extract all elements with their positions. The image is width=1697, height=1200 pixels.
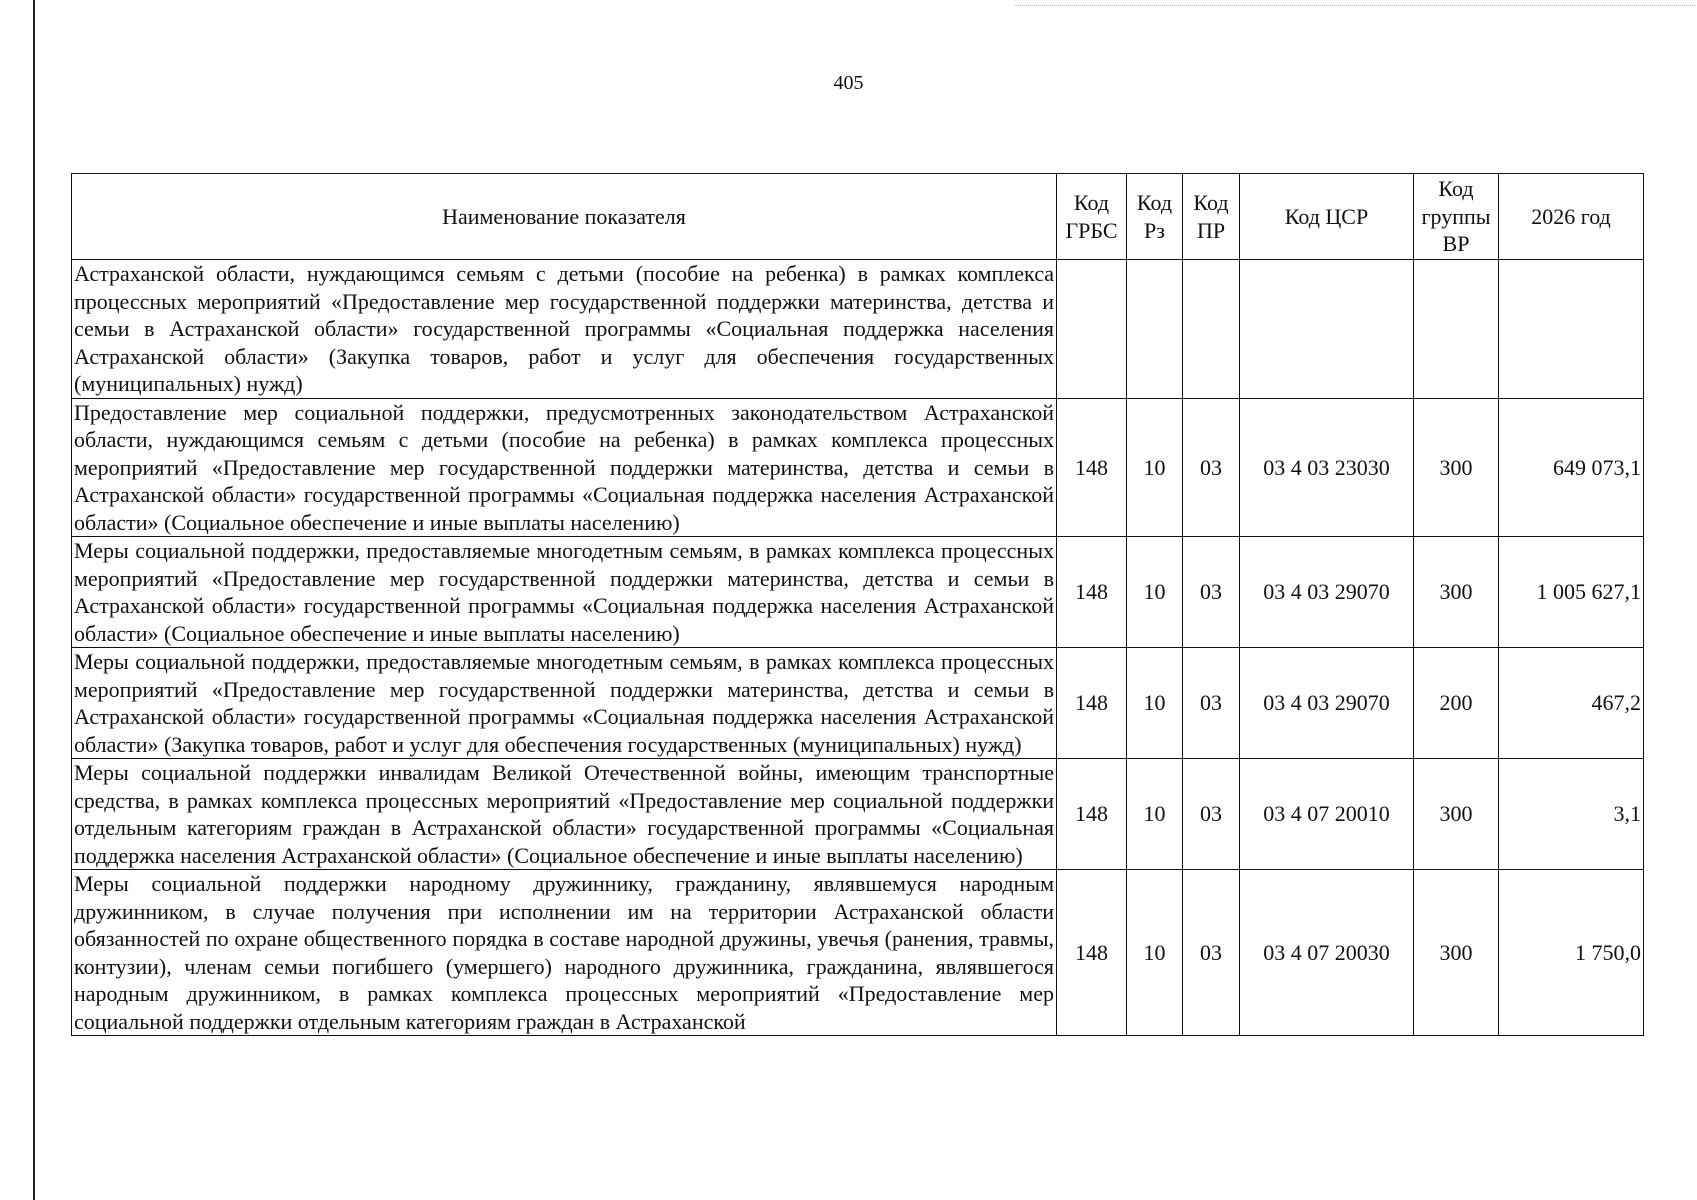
row-rz: 10 [1127, 648, 1183, 759]
row-amount: 467,2 [1499, 648, 1644, 759]
row-rz: 10 [1127, 870, 1183, 1036]
budget-table [71, 173, 1644, 1036]
table-row [72, 398, 1644, 537]
header-csr: Код ЦСР [1240, 174, 1414, 260]
row-pr: 03 [1183, 537, 1240, 648]
row-amount: 1 750,0 [1499, 870, 1644, 1036]
table-row [72, 537, 1644, 648]
row-csr: 03 4 03 23030 [1240, 398, 1414, 537]
header-rz: Код Рз [1127, 174, 1183, 260]
row-vr: 300 [1414, 537, 1499, 648]
row-rz [1127, 260, 1183, 399]
header-vr: Код группы ВР [1414, 174, 1499, 260]
header-grbs: Код ГРБС [1057, 174, 1127, 260]
header-name: Наименование показателя [72, 174, 1057, 260]
row-vr: 300 [1414, 759, 1499, 870]
row-name: Предоставление мер социальной поддержки, предусмотренных законодательством Астраханской области, нуждающимся семьям с детьми (пособие на ребенка) в рамках комплекса процессных мероприятий «Предоставление мер государственной поддержки материнства, детства и семьи в Астраханской области» государственной программы «Социальная поддержка населения Астраханской области» (Социальное обеспечение и иные выплаты населению) [72, 398, 1057, 537]
row-rz: 10 [1127, 759, 1183, 870]
row-vr: 300 [1414, 398, 1499, 537]
scan-top-edge [1015, 5, 1695, 6]
table-header-row [72, 174, 1644, 260]
row-amount [1499, 260, 1644, 399]
table-row [72, 260, 1644, 399]
row-name: Меры социальной поддержки народному дружиннику, гражданину, являвшемуся народным дружинником, в случае получения при исполнении им на территории Астраханской области обязанностей по охране общественного порядка в составе народной дружины, увечья (ранения, травмы, контузии), членам семьи погибшего (умершего) народного дружинника, гражданина, являвшегося народным дружинником, в рамках комплекса процессных мероприятий «Предоставление мер социальной поддержки отдельным категориям граждан в Астраханской [72, 870, 1057, 1036]
row-amount: 1 005 627,1 [1499, 537, 1644, 648]
header-year: 2026 год [1499, 174, 1644, 260]
row-amount: 3,1 [1499, 759, 1644, 870]
row-grbs: 148 [1057, 537, 1127, 648]
row-pr [1183, 260, 1240, 399]
row-csr: 03 4 03 29070 [1240, 648, 1414, 759]
row-name: Меры социальной поддержки, предоставляемые многодетным семьям, в рамках комплекса процессных мероприятий «Предоставление мер государственной поддержки материнства, детства и семьи в Астраханской области» государственной программы «Социальная поддержка населения Астраханской области» (Закупка товаров, работ и услуг для обеспечения государственных (муниципальных) нужд) [72, 648, 1057, 759]
row-rz: 10 [1127, 537, 1183, 648]
row-grbs: 148 [1057, 648, 1127, 759]
page-number: 405 [833, 72, 864, 94]
table-row [72, 759, 1644, 870]
table-row [72, 648, 1644, 759]
row-grbs: 148 [1057, 870, 1127, 1036]
row-pr: 03 [1183, 870, 1240, 1036]
row-name: Меры социальной поддержки инвалидам Великой Отечественной войны, имеющим транспортные средства, в рамках комплекса процессных мероприятий «Предоставление мер социальной поддержки отдельным категориям граждан в Астраханской области» государственной программы «Социальная поддержка населения Астраханской области» (Социальное обеспечение и иные выплаты населению) [72, 759, 1057, 870]
row-amount: 649 073,1 [1499, 398, 1644, 537]
row-csr: 03 4 07 20010 [1240, 759, 1414, 870]
row-csr: 03 4 03 29070 [1240, 537, 1414, 648]
table-row [72, 870, 1644, 1036]
row-name: Астраханской области, нуждающимся семьям с детьми (пособие на ребенка) в рамках комплекса процессных мероприятий «Предоставление мер государственной поддержки материнства, детства и семьи в Астраханской области» государственной программы «Социальная поддержка населения Астраханской области» (Закупка товаров, работ и услуг для обеспечения государственных (муниципальных) нужд) [72, 260, 1057, 399]
row-rz: 10 [1127, 398, 1183, 537]
header-pr: Код ПР [1183, 174, 1240, 260]
scan-margin-line [33, 0, 35, 1200]
row-pr: 03 [1183, 648, 1240, 759]
row-vr: 300 [1414, 870, 1499, 1036]
row-grbs [1057, 260, 1127, 399]
row-pr: 03 [1183, 398, 1240, 537]
row-vr [1414, 260, 1499, 399]
row-grbs: 148 [1057, 398, 1127, 537]
row-csr: 03 4 07 20030 [1240, 870, 1414, 1036]
row-grbs: 148 [1057, 759, 1127, 870]
row-pr: 03 [1183, 759, 1240, 870]
row-name: Меры социальной поддержки, предоставляемые многодетным семьям, в рамках комплекса процессных мероприятий «Предоставление мер государственной поддержки материнства, детства и семьи в Астраханской области» государственной программы «Социальная поддержка населения Астраханской области» (Социальное обеспечение и иные выплаты населению) [72, 537, 1057, 648]
row-csr [1240, 260, 1414, 399]
row-vr: 200 [1414, 648, 1499, 759]
